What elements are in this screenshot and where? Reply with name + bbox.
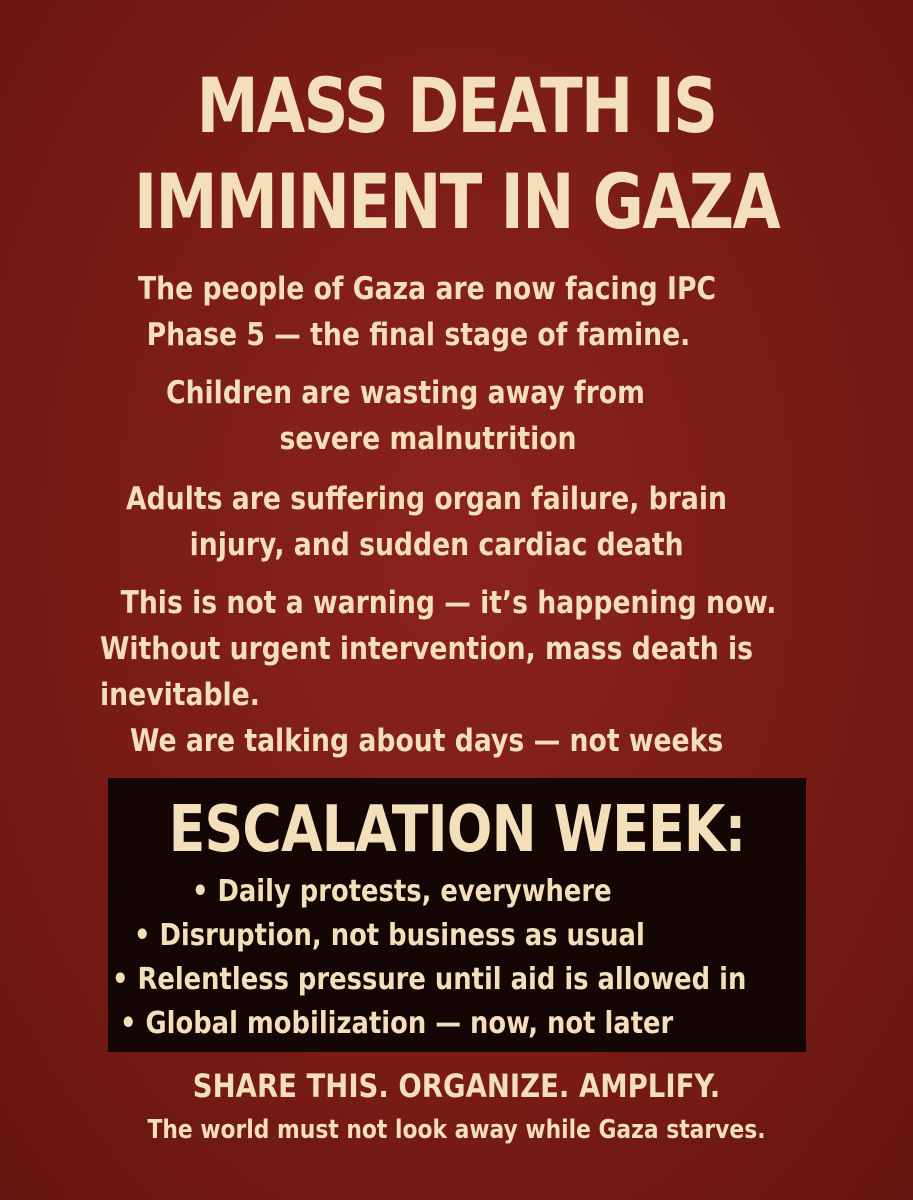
headline-line-1: MASS DEATH IS (196, 61, 717, 150)
headline-line-2: IMMINENT IN GAZA (133, 157, 780, 246)
paragraph-line: The people of Gaza are now facing IPC (138, 271, 717, 307)
paragraph-line: inevitable. (100, 677, 260, 713)
call-to-action: SHARE THIS. ORGANIZE. AMPLIFY. (192, 1067, 721, 1105)
paragraph-line: This is not a warning — it’s happening now. (120, 585, 777, 621)
paragraph-line: severe malnutrition (279, 421, 577, 457)
escalation-title: ESCALATION WEEK: (168, 793, 746, 867)
paragraph-line: We are talking about days — not weeks (130, 723, 724, 759)
escalation-panel (108, 778, 806, 1052)
paragraph-warning (100, 580, 776, 718)
paragraph-adults (126, 476, 727, 568)
paragraph-days (130, 718, 723, 764)
escalation-bullet: • Global mobilization — now, not later (120, 1006, 674, 1041)
escalation-bullet: • Relentless pressure until aid is allowed in (112, 962, 747, 997)
paragraph-line: Without urgent intervention, mass death is (100, 631, 753, 667)
paragraph-line: Children are wasting away from (166, 375, 645, 411)
paragraph-line: injury, and sudden cardiac death (189, 527, 684, 563)
paragraph-children (166, 370, 645, 462)
escalation-bullet: • Disruption, not business as usual (134, 918, 645, 953)
escalation-bullet: • Daily protests, everywhere (192, 874, 612, 909)
paragraph-line: Adults are suffering organ failure, brain (126, 481, 728, 517)
tagline: The world must not look away while Gaza starves. (147, 1115, 766, 1145)
paragraph-ipc-phase (138, 266, 716, 358)
paragraph-line: Phase 5 — the final stage of famine. (146, 317, 691, 353)
